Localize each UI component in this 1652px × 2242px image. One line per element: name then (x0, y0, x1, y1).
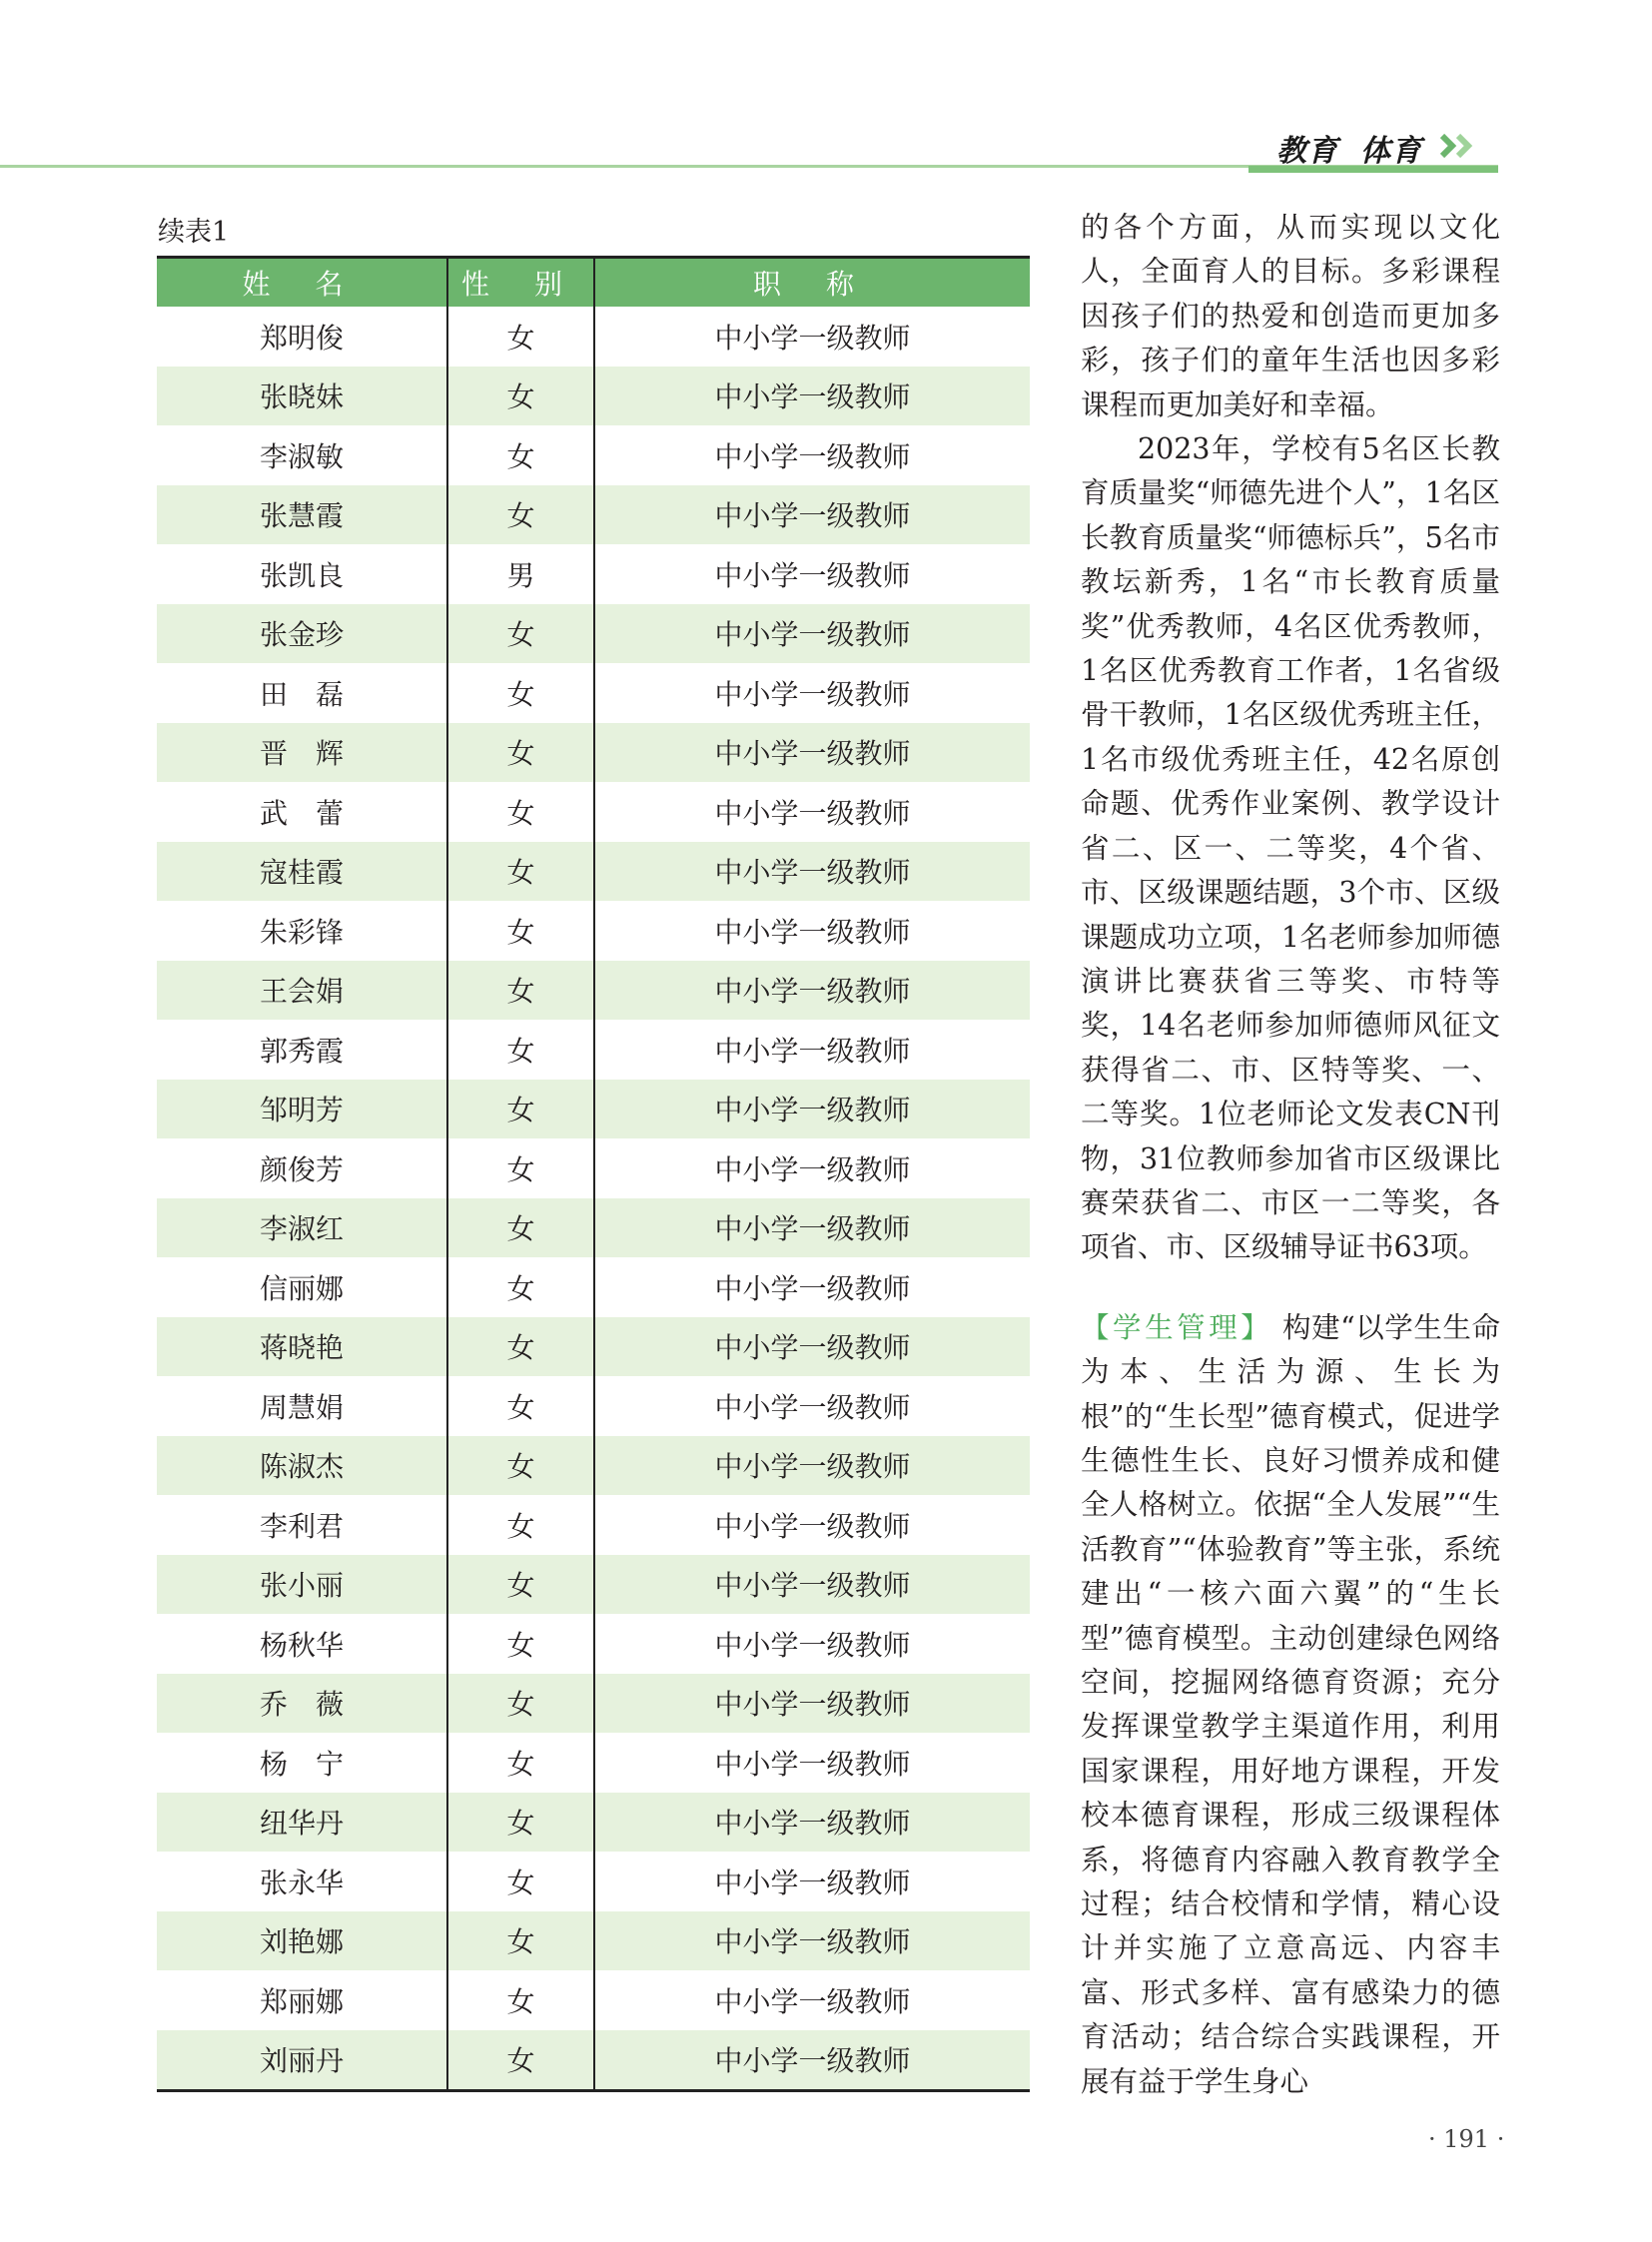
cell-gender: 女 (447, 1020, 594, 1080)
cell-title: 中小学一级教师 (594, 1674, 1030, 1734)
cell-title: 中小学一级教师 (594, 1257, 1030, 1317)
cell-gender: 女 (447, 782, 594, 842)
cell-title: 中小学一级教师 (594, 1970, 1030, 2030)
table-row (157, 1733, 1030, 1793)
table-row (157, 604, 1030, 664)
table-header-row (157, 258, 1030, 308)
cell-name: 晋 辉 (157, 723, 447, 783)
table-row (157, 1495, 1030, 1555)
section-label: 【学生管理】 (1081, 1310, 1273, 1344)
cell-title: 中小学一级教师 (594, 1080, 1030, 1139)
cell-name: 朱彩锋 (259, 915, 344, 949)
cell-gender: 女 (447, 1257, 594, 1317)
cell-gender: 女 (447, 663, 594, 723)
cell-gender: 女 (447, 1436, 594, 1496)
cell-gender: 女 (447, 1495, 594, 1555)
section-word-education: 教育 (1276, 134, 1338, 169)
cell-gender: 女 (447, 1080, 594, 1139)
table-row (157, 1020, 1030, 1080)
table-row (157, 663, 1030, 723)
cell-name: 田 磊 (259, 677, 344, 711)
cell-name: 邹明芳 (157, 1080, 447, 1139)
table-row (157, 2030, 1030, 2091)
cell-name: 信丽娜 (259, 1271, 344, 1305)
table-row (157, 1852, 1030, 1911)
cell-name: 杨秋华 (259, 1628, 344, 1662)
cell-title: 中小学一级教师 (594, 1793, 1030, 1853)
cell-name: 寇桂霞 (157, 842, 447, 902)
column-header-name: 姓 名 (157, 258, 447, 308)
cell-title: 中小学一级教师 (594, 544, 1030, 604)
cell-gender: 女 (447, 1674, 594, 1734)
table-row (157, 901, 1030, 961)
cell-gender: 女 (447, 485, 594, 545)
cell-gender: 女 (447, 307, 594, 367)
cell-title: 中小学一级教师 (594, 307, 1030, 367)
cell-name: 李淑红 (157, 1198, 447, 1258)
table-row (157, 1555, 1030, 1615)
cell-gender: 女 (447, 1852, 594, 1911)
table-caption: 续表1 (158, 217, 230, 248)
table-row (157, 1970, 1030, 2030)
cell-gender: 女 (447, 1198, 594, 1258)
article-column (1081, 206, 1500, 2104)
cell-gender: 女 (447, 1970, 594, 2030)
cell-gender: 女 (447, 901, 594, 961)
cell-name: 刘丽丹 (157, 2030, 447, 2091)
cell-title: 中小学一级教师 (594, 1198, 1030, 1258)
cell-gender: 女 (447, 604, 594, 664)
cell-title: 中小学一级教师 (594, 1555, 1030, 1615)
cell-title: 中小学一级教师 (594, 425, 1030, 485)
table-row (157, 1793, 1030, 1853)
cell-name: 李淑敏 (259, 439, 344, 473)
table-row (157, 1376, 1030, 1436)
section-header (1276, 126, 1422, 170)
cell-title: 中小学一级教师 (594, 842, 1030, 902)
cell-title: 中小学一级教师 (594, 1911, 1030, 1971)
cell-title: 中小学一级教师 (594, 1436, 1030, 1496)
cell-name: 张慧霞 (157, 485, 447, 545)
cell-title: 中小学一级教师 (594, 1614, 1030, 1674)
table-row (157, 1257, 1030, 1317)
table-row (157, 961, 1030, 1021)
cell-name: 李利君 (259, 1509, 344, 1543)
cell-gender: 女 (447, 842, 594, 902)
cell-name: 颜俊芳 (259, 1152, 344, 1186)
cell-gender: 女 (447, 1911, 594, 1971)
cell-gender: 女 (447, 367, 594, 426)
cell-gender: 女 (447, 723, 594, 783)
table-row (157, 1317, 1030, 1377)
cell-title: 中小学一级教师 (594, 1733, 1030, 1793)
cell-title: 中小学一级教师 (594, 1317, 1030, 1377)
cell-name: 王会娟 (157, 961, 447, 1021)
cell-title: 中小学一级教师 (594, 1495, 1030, 1555)
page-number: · 191 · (1428, 2125, 1505, 2153)
cell-name: 张凯良 (259, 558, 344, 592)
cell-title: 中小学一级教师 (594, 723, 1030, 783)
cell-gender: 女 (447, 1138, 594, 1198)
table-row (157, 1911, 1030, 1971)
table-row (157, 307, 1030, 367)
cell-title: 中小学一级教师 (594, 604, 1030, 664)
table-row (157, 1614, 1030, 1674)
cell-title: 中小学一级教师 (594, 961, 1030, 1021)
table-body (157, 307, 1030, 2091)
cell-gender: 女 (447, 1793, 594, 1853)
table-row (157, 425, 1030, 485)
cell-name: 张永华 (259, 1866, 344, 1899)
cell-name: 郑丽娜 (259, 1984, 344, 2018)
cell-name: 张小丽 (157, 1555, 447, 1615)
cell-name: 刘艳娜 (157, 1911, 447, 1971)
cell-name: 郑明俊 (259, 321, 344, 355)
cell-name: 陈淑杰 (157, 1436, 447, 1496)
cell-gender: 女 (447, 1555, 594, 1615)
cell-gender: 女 (447, 425, 594, 485)
table-row (157, 1080, 1030, 1139)
table-row (157, 1198, 1030, 1258)
cell-title: 中小学一级教师 (594, 663, 1030, 723)
cell-name: 杨 宁 (259, 1747, 344, 1781)
cell-title: 中小学一级教师 (594, 367, 1030, 426)
cell-name: 乔 薇 (157, 1674, 447, 1734)
column-header-title: 职 称 (594, 258, 1030, 308)
double-chevron-right-icon (1438, 133, 1478, 159)
article-paragraph-student-management (1081, 1306, 1500, 2104)
cell-name: 武 蕾 (259, 796, 344, 830)
table-row (157, 544, 1030, 604)
table-row (157, 782, 1030, 842)
table-row (157, 842, 1030, 902)
cell-title: 中小学一级教师 (594, 1852, 1030, 1911)
cell-gender: 女 (447, 2030, 594, 2091)
cell-gender: 女 (447, 1376, 594, 1436)
table-row (157, 367, 1030, 426)
table-row (157, 1436, 1030, 1496)
cell-gender: 男 (447, 544, 594, 604)
cell-title: 中小学一级教师 (594, 2030, 1030, 2091)
cell-gender: 女 (447, 961, 594, 1021)
cell-title: 中小学一级教师 (594, 901, 1030, 961)
cell-name: 纽华丹 (157, 1793, 447, 1853)
table-row (157, 485, 1030, 545)
article-paragraph: 的各个方面，从而实现以文化人，全面育人的目标。多彩课程因孩子们的热爱和创造而更加多彩，孩子们的童年生活也因多彩课程而更加美好和幸福。 (1081, 211, 1500, 421)
column-header-gender: 性 别 (447, 258, 594, 308)
cell-title: 中小学一级教师 (594, 1020, 1030, 1080)
cell-gender: 女 (447, 1733, 594, 1793)
cell-gender: 女 (447, 1317, 594, 1377)
cell-title: 中小学一级教师 (594, 1376, 1030, 1436)
table-row (157, 723, 1030, 783)
article-paragraph-text: 构建“以学生生命为本、生活为源、生长为根”的“生长型”德育模式，促进学生德性生长、良好习惯养成和健全人格树立。依据“全人发展”“生活教育”“体验教育”等主张，系统建出“一核六面六翼”的“生长型”德育模型。主动创建绿色网络空间，挖掘网络德育资源；充分发挥课堂教学主渠道作用，利用国家课程，用好地方课程，开发校本德育课程，形成三级课程体系，将德育内容融入教育教学全过程；结合校情和学情，精心设计并实施了立意高远、内容丰富、形式多样、富有感染力的德育活动；结合综合实践课程，开展有益于学生身心 (1081, 1310, 1500, 2098)
cell-gender: 女 (447, 1614, 594, 1674)
teacher-table (157, 256, 1030, 2092)
cell-name: 张金珍 (157, 604, 447, 664)
cell-name: 蒋晓艳 (157, 1317, 447, 1377)
article-paragraph: 2023年，学校有5名区长教育质量奖“师德先进个人”，1名区长教育质量奖“师德标兵”，5名市教坛新秀，1名“市长教育质量奖”优秀教师，4名区优秀教师，1名区优秀教育工作者，1名省级骨干教师，1名区级优秀班主任，1名市级优秀班主任，42名原创命题、优秀作业案例、教学设计省二、区一、二等奖，4个省、市、区级课题结题，3个市、区级课题成功立项，1名老师参加师德演讲比赛获省三等奖、市特等奖，14名老师参加师德师风征文获得省二、市、区特等奖、一、二等奖。1位老师论文发表CN刊物，31位教师参加省市区级课比赛荣获省二、市区一二等奖，各项省、市、区级辅导证书63项。 (1081, 432, 1500, 1264)
table-row (157, 1674, 1030, 1734)
cell-name: 郭秀霞 (259, 1034, 344, 1068)
table-row (157, 1138, 1030, 1198)
section-word-sports: 体育 (1360, 134, 1422, 169)
cell-name: 张晓妹 (157, 367, 447, 426)
cell-title: 中小学一级教师 (594, 485, 1030, 545)
cell-name: 周慧娟 (259, 1390, 344, 1424)
cell-title: 中小学一级教师 (594, 782, 1030, 842)
cell-title: 中小学一级教师 (594, 1138, 1030, 1198)
